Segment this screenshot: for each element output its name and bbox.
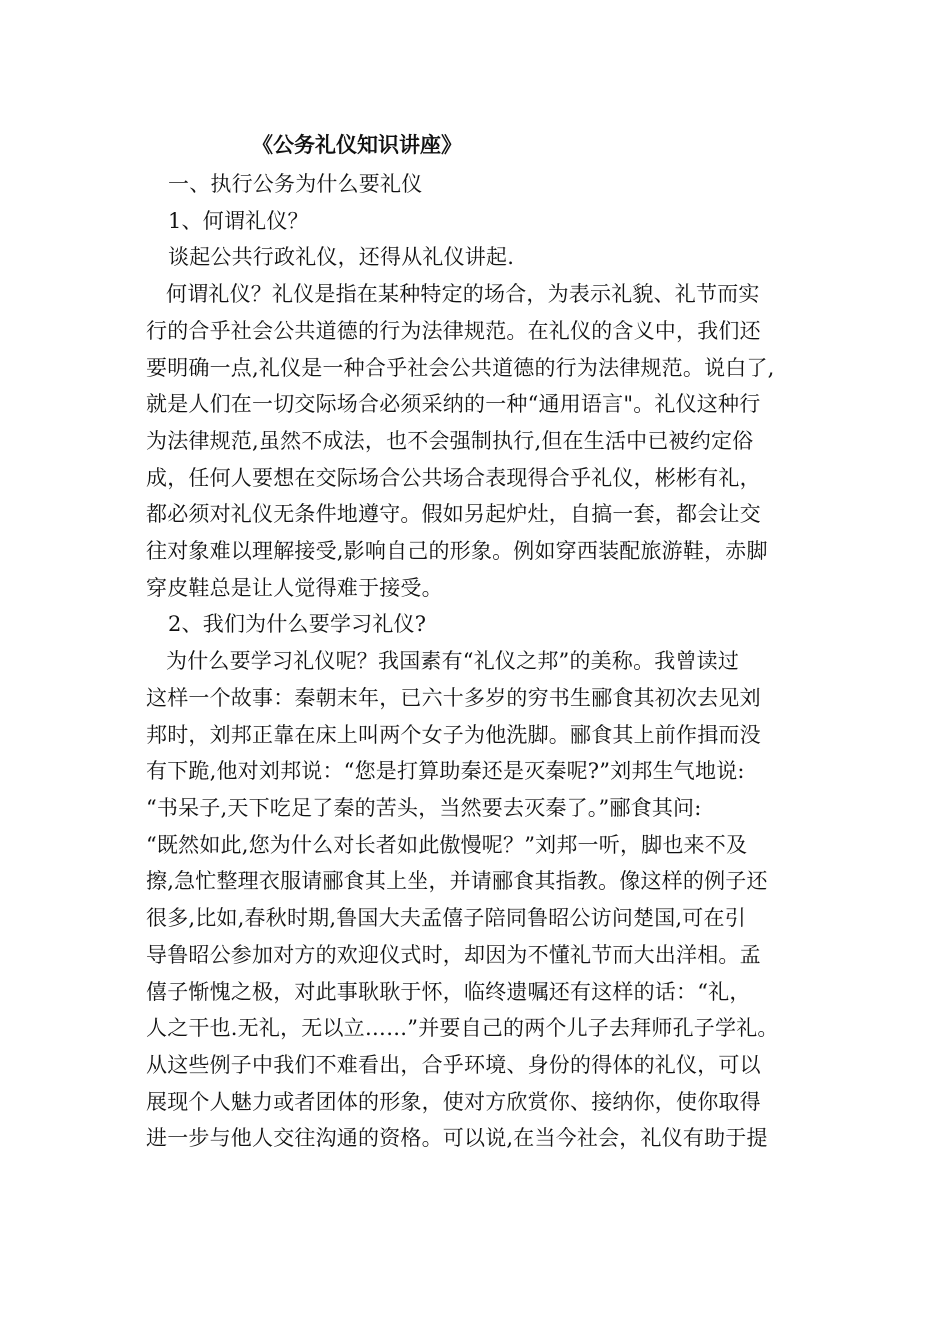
subsection-heading-2: 2、我们为什么要学习礼仪?: [168, 612, 427, 636]
paragraph-line: 擦,急忙整理衣服请郦食其上坐，并请郦食其指教。像这样的例子还: [146, 869, 768, 893]
subsection-heading-1: 1、何谓礼仪？: [168, 209, 309, 233]
paragraph-line: 导鲁昭公参加对方的欢迎仪式时，却因为不懂礼节而大出洋相。孟: [146, 943, 761, 967]
paragraph-line: “既然如此,您为什么对长者如此傲慢呢？”刘邦一听，脚也来不及: [146, 833, 748, 857]
paragraph-line: 往对象难以理解接受,影响自己的形象。例如穿西装配旅游鞋，赤脚: [146, 539, 768, 563]
section-heading-1: 一、执行公务为什么要礼仪: [168, 172, 423, 196]
paragraph-line: 从这些例子中我们不难看出，合乎环境、身份的得体的礼仪，可以: [146, 1053, 761, 1077]
paragraph-line: 都必须对礼仪无条件地遵守。假如另起炉灶，自搞一套，都会让交: [146, 502, 761, 526]
paragraph-line: 为法律规范,虽然不成法，也不会强制执行,但在生活中已被约定俗: [146, 429, 754, 453]
paragraph-line: 这样一个故事：秦朝末年，已六十多岁的穷书生郦食其初次去见刘: [146, 686, 761, 710]
paragraph-line: 很多,比如,春秋时期,鲁国大夫孟僖子陪同鲁昭公访问楚国,可在引: [146, 906, 746, 930]
paragraph-line: 邦时，刘邦正靠在床上叫两个女子为他洗脚。郦食其上前作揖而没: [146, 723, 761, 747]
paragraph-line: 谈起公共行政礼仪，还得从礼仪讲起.: [168, 245, 515, 269]
paragraph-line: 僖子惭愧之极，对此事耿耿于怀，临终遗嘱还有这样的话：“礼，: [146, 980, 751, 1004]
paragraph-line: 何谓礼仪？礼仪是指在某种特定的场合，为表示礼貌、礼节而实: [166, 282, 760, 306]
paragraph-line: 展现个人魅力或者团体的形象，使对方欣赏你、接纳你，使你取得: [146, 1090, 761, 1114]
paragraph-line: 就是人们在一切交际场合必须采纳的一种“通用语言"。礼仪这种行: [146, 392, 761, 416]
paragraph-line: 行的合乎社会公共道德的行为法律规范。在礼仪的含义中，我们还: [146, 319, 761, 343]
document-title: 《公务礼仪知识讲座》: [252, 132, 462, 157]
paragraph-line: 穿皮鞋总是让人觉得难于接受。: [146, 576, 443, 600]
paragraph-line: 有下跪,他对刘邦说：“您是打算助秦还是灭秦呢?”刘邦生气地说:: [146, 759, 745, 783]
paragraph-line: “书呆子,天下吃足了秦的苦头，当然要去灭秦了。”郦食其问:: [146, 796, 702, 820]
paragraph-line: 人之干也.无礼，无以立……”并要自己的两个儿子去拜师孔子学礼。: [146, 1016, 779, 1040]
paragraph-line: 进一步与他人交往沟通的资格。可以说,在当今社会，礼仪有助于提: [146, 1126, 768, 1150]
paragraph-line: 要明确一点,礼仪是一种合乎社会公共道德的行为法律规范。说白了,: [146, 356, 775, 380]
paragraph-line: 成，任何人要想在交际场合公共场合表现得合乎礼仪，彬彬有礼，: [146, 466, 761, 490]
paragraph-line: 为什么要学习礼仪呢？我国素有“礼仪之邦”的美称。我曾读过: [166, 649, 740, 673]
